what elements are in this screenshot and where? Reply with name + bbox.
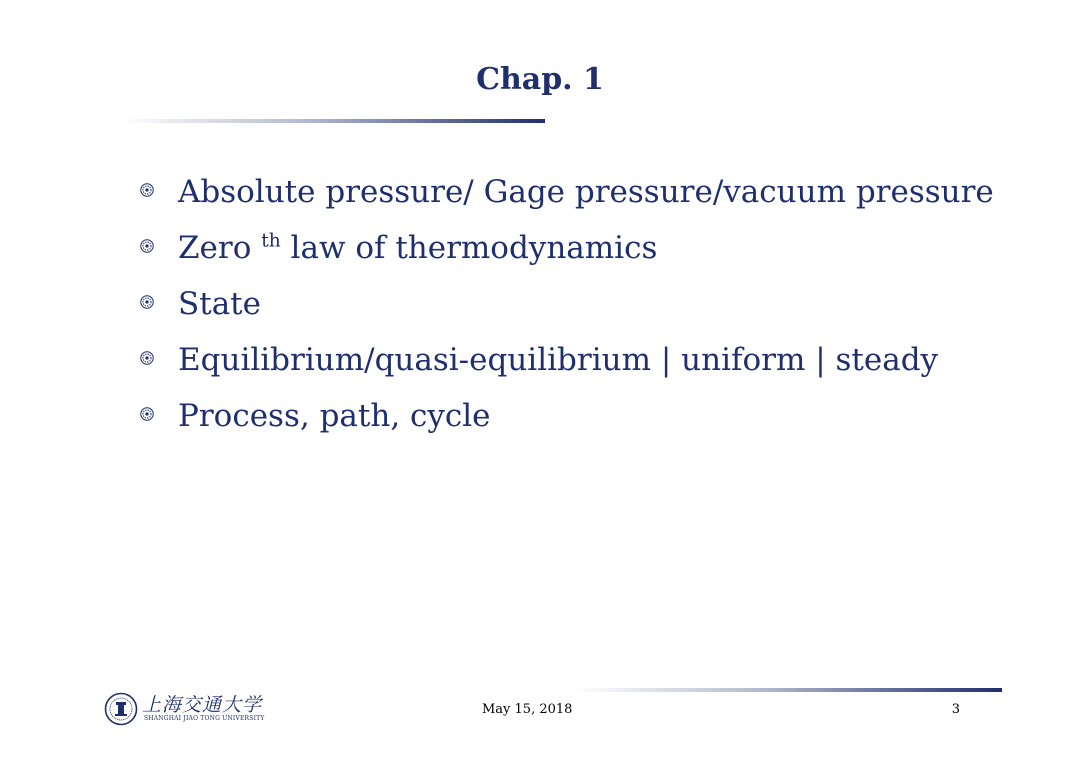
bullet-text: Process, path, cycle	[178, 398, 491, 434]
bullet-item	[138, 340, 998, 380]
flower-bullet-icon	[140, 295, 154, 309]
flower-bullet-icon	[140, 407, 154, 421]
title-underline	[120, 119, 545, 123]
logo-chinese-name: 上海交通大学	[142, 694, 263, 716]
footer-rule	[575, 688, 1002, 692]
university-logo	[104, 690, 265, 730]
bullet-list	[138, 172, 998, 452]
logo-english-name: SHANGHAI JIAO TONG UNIVERSITY	[144, 715, 265, 722]
bullet-text: Absolute pressure/ Gage pressure/vacuum pressure	[178, 174, 994, 210]
flower-bullet-icon	[140, 183, 154, 197]
bullet-text-pre: Zero	[178, 230, 262, 266]
bullet-text: Equilibrium/quasi-equilibrium | uniform | steady	[178, 342, 939, 378]
university-seal-icon	[104, 692, 138, 726]
bullet-item	[138, 396, 998, 436]
bullet-text-post: law of thermodynamics	[280, 230, 658, 266]
flower-bullet-icon	[140, 239, 154, 253]
bullet-item	[138, 172, 998, 212]
flower-bullet-icon	[140, 351, 154, 365]
page-number: 3	[951, 702, 960, 717]
bullet-item	[138, 228, 998, 268]
bullet-item	[138, 284, 998, 324]
bullet-text: State	[178, 286, 261, 322]
slide-title: Chap. 1	[476, 62, 604, 97]
footer-date: May 15, 2018	[482, 702, 573, 717]
superscript-th: th	[261, 230, 281, 252]
